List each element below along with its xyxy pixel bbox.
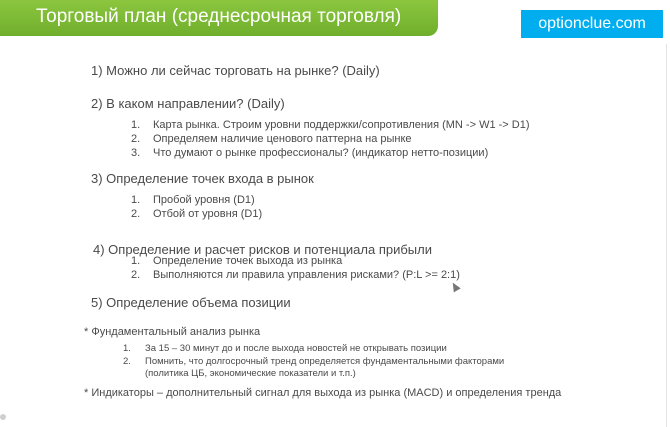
title-banner — [0, 0, 438, 36]
step-4-item-1 — [131, 255, 342, 267]
step-1: 1) Можно ли сейчас торговать на рынке? (Daily) — [91, 63, 380, 78]
step-3-item-1 — [131, 194, 255, 206]
item-text: Определение точек выхода из рынка — [153, 255, 343, 267]
slide-title: Торговый план (среднесрочная торговля) — [36, 6, 402, 27]
step-2-item-2 — [131, 133, 412, 145]
item-number: 2. — [131, 208, 141, 220]
item-number: 2. — [131, 269, 141, 281]
step-3-item-2 — [131, 208, 262, 220]
step-4-item-2 — [131, 269, 460, 281]
item-text: (политика ЦБ, экономические показатели и т.п.) — [145, 368, 356, 379]
item-number: 3. — [131, 147, 141, 159]
step-2-item-3 — [131, 147, 488, 159]
item-text: Что думают о рынке профессионалы? (индикатор нетто-позиции) — [153, 147, 489, 159]
item-text: Выполняются ли правила управления рисками? (P:L >= 2:1) — [153, 269, 460, 281]
step-4: 4) Определение и расчет рисков и потенциала прибыли — [93, 242, 432, 257]
item-number: 1. — [131, 255, 141, 267]
item-text: Помнить, что долгосрочный тренд определяется фундаментальными факторами — [145, 356, 505, 367]
mouse-cursor-icon — [449, 281, 460, 293]
step-3: 3) Определение точек входа в рынок — [91, 171, 314, 186]
fundamental-note: * Фундаментальный анализ рынка — [84, 326, 261, 338]
step-5: 5) Определение объема позиции — [91, 295, 291, 310]
item-text: За 15 – 30 минут до и после выхода новостей не открывать позиции — [145, 343, 447, 354]
edge-dot-icon — [0, 414, 6, 420]
item-number: 1. — [131, 194, 141, 206]
item-number: 2. — [131, 133, 141, 145]
item-text: Отбой от уровня (D1) — [153, 208, 263, 220]
fundamental-item-2 — [123, 356, 504, 367]
item-number: 2. — [123, 356, 131, 367]
item-number: 1. — [123, 343, 131, 354]
item-text: Пробой уровня (D1) — [153, 194, 255, 206]
fundamental-item-1 — [123, 343, 447, 354]
item-number: 1. — [131, 119, 141, 131]
brand-logo: optionclue.com — [519, 8, 665, 40]
item-text: Определяем наличие ценового паттерна на рынке — [153, 133, 412, 145]
divider — [666, 44, 667, 427]
indicators-note: * Индикаторы – дополнительный сигнал для выхода из рынка (MACD) и определения тренда — [84, 387, 562, 399]
step-2-item-1 — [131, 119, 530, 131]
item-text: Карта рынка. Строим уровни поддержки/сопротивления (MN -> W1 -> D1) — [153, 119, 530, 131]
fundamental-item-2-cont — [123, 368, 356, 379]
step-2: 2) В каком направлении? (Daily) — [91, 96, 285, 111]
